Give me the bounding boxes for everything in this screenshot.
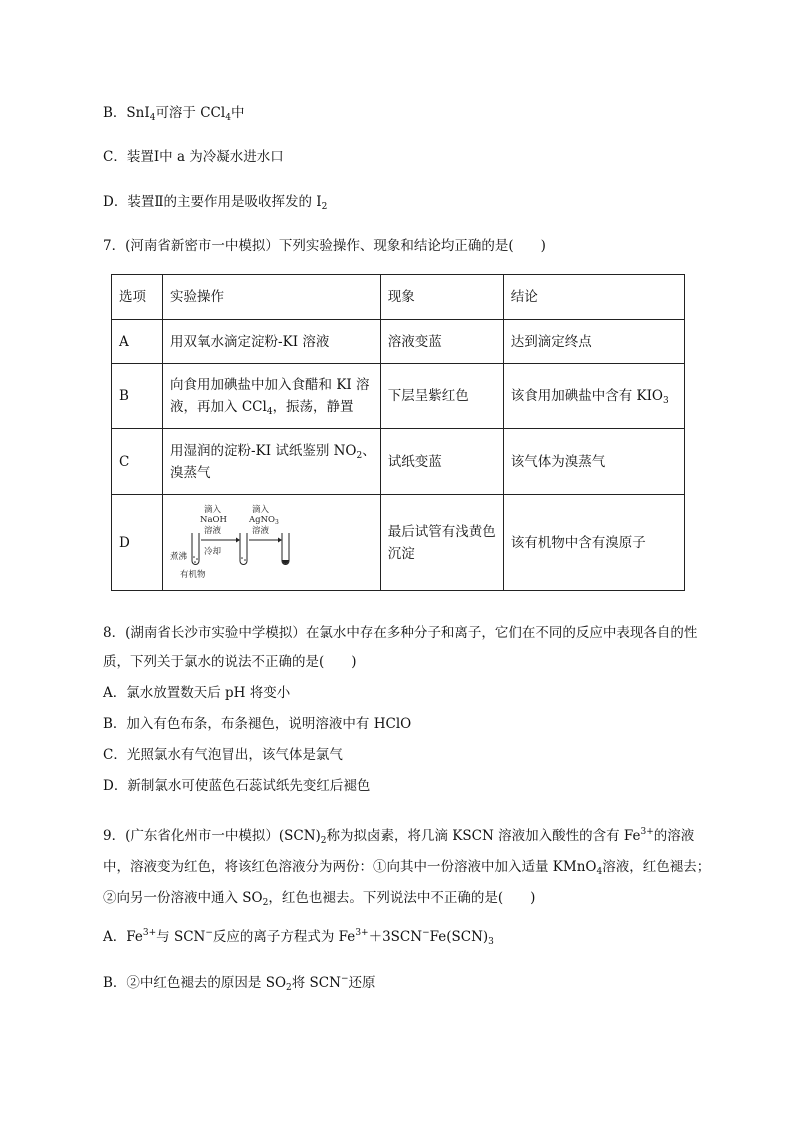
q8-option-a: A．氯水放置数天后 pH 将变小 — [103, 685, 291, 701]
row-phenomenon: 最后试管有浅黄色沉淀 — [380, 495, 503, 591]
table-row — [112, 495, 685, 591]
table-header-row — [112, 275, 685, 320]
diagram-reagent-1: NaOH — [200, 514, 227, 525]
diagram-label-2b: 溶液 — [252, 525, 270, 536]
q6-option-d: D．装置Ⅱ的主要作用是吸收挥发的 $I_2$ — [103, 194, 328, 212]
header-conclusion: 结论 — [503, 275, 684, 320]
test-tube-1 — [192, 533, 199, 565]
diagram-label-1b: 溶液 — [204, 525, 222, 536]
diagram-label-2: 滴入 — [252, 504, 270, 515]
row-conclusion: 达到滴定终点 — [503, 320, 684, 364]
table-row — [112, 320, 685, 364]
diagram-reagent-2: AgNO$_3$ — [249, 514, 279, 526]
header-option: 选项 — [112, 275, 163, 320]
test-tube-3 — [282, 533, 289, 565]
q8-option-c: C．光照氯水有气泡冒出，该气体是氯气 — [103, 747, 343, 763]
q7-table — [111, 274, 685, 591]
row-phenomenon: 溶液变蓝 — [380, 320, 503, 364]
q8-option-d: D．新制氯水可使蓝色石蕊试纸先变红后褪色 — [103, 778, 371, 794]
row-option: A — [112, 320, 163, 364]
table-row — [112, 429, 685, 495]
test-tube-2 — [240, 533, 247, 565]
diagram-bottom-label: 有机物 — [180, 569, 206, 580]
q8-option-b: B．加入有色布条，布条褪色，说明溶液中有 HClO — [103, 716, 412, 732]
q9-option-a: A．$Fe^{3+}$与 SCN−反应的离子方程式为 $Fe^{3+}+3SCN^-Fe(SCN)_3$ — [103, 928, 494, 947]
header-operation: 实验操作 — [163, 275, 381, 320]
row-operation: 向食用加碘盐中加入食醋和 KI 溶液，再加入 CCl$_4$，振荡，静置 — [163, 364, 381, 429]
row-option: B — [112, 364, 163, 429]
q9-stem: 9．(广东省化州市一中模拟）$(SCN)_2$称为拟卤素，将几滴 KSCN 溶液加入酸性的含有 $Fe^{3+}$的溶液中，溶液变为红色，将该红色溶液分为两份：①向其中一份溶液中加入适量 KMnO$_4$溶液，红色褪去；②向另一份溶液中通入 $SO_2$，红色也褪去。下列说法中不正确的是( ) — [103, 827, 711, 908]
row-conclusion: 该气体为溴蒸气 — [503, 429, 684, 495]
q7-stem: 7．(河南省新密市一中模拟）下列实验操作、现象和结论均正确的是( ) — [103, 238, 546, 254]
q6-option-b: B．SnI$_4$可溶于 CCl$_4$中 — [103, 105, 245, 123]
diagram-label-1: 滴入 — [204, 504, 222, 515]
diagram-left-label: 煮沸 — [170, 551, 188, 562]
row-phenomenon: 试纸变蓝 — [380, 429, 503, 495]
row-conclusion: 该有机物中含有溴原子 — [503, 495, 684, 591]
diagram-step: 冷却 — [204, 546, 222, 557]
header-phenomenon: 现象 — [380, 275, 503, 320]
q9-option-b: B．②中红色褪去的原因是 $SO_2$将 SCN−还原 — [103, 974, 376, 993]
row-option: C — [112, 429, 163, 495]
row-phenomenon: 下层呈紫红色 — [380, 364, 503, 429]
row-conclusion: 该食用加碘盐中含有 $KIO_3$ — [503, 364, 684, 429]
row-operation: 用湿润的淀粉-KI 试纸鉴别 $NO_2$、溴蒸气 — [163, 429, 381, 495]
test-tube-diagram — [170, 503, 300, 583]
q6-option-c: C．装置Ⅰ中 a 为冷凝水进水口 — [103, 149, 284, 165]
row-operation: 用双氧水滴定淀粉-KI 溶液 — [163, 320, 381, 364]
q8-stem: 8．(湖南省长沙市实验中学模拟）在氯水中存在多种分子和离子，它们在不同的反应中表现各自的性质，下列关于氯水的说法不正确的是( ) — [103, 625, 698, 670]
row-operation — [163, 495, 381, 591]
row-option: D — [112, 495, 163, 591]
table-row — [112, 364, 685, 429]
